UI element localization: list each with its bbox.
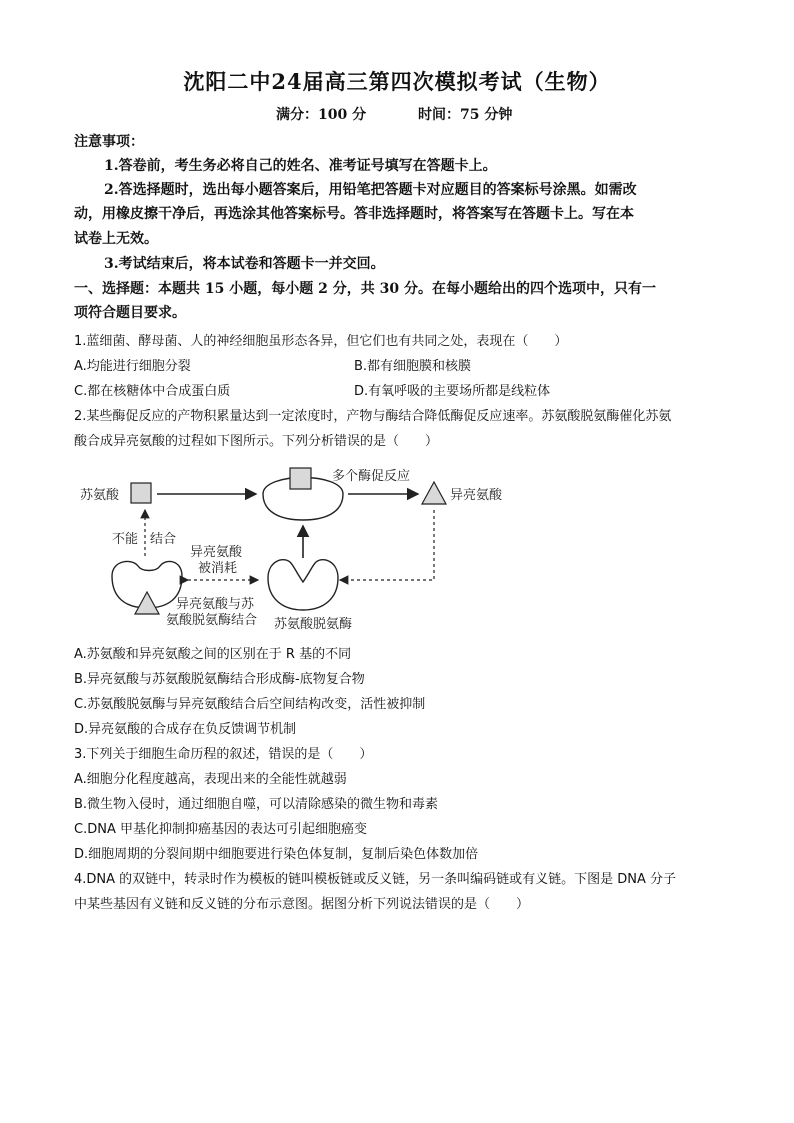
- cannot-label: 不能: [112, 532, 139, 547]
- time-label: 时间：75 分钟: [418, 107, 513, 123]
- section-heading-line-1: 一、选择题：本题共 15 小题，每小题 2 分，共 30 分。在每小题给出的四个选项中，只有一: [74, 281, 656, 297]
- complex-label-line-1: 异亮氨酸与苏: [176, 597, 255, 612]
- threonine-label: 苏氨酸: [80, 488, 120, 503]
- multi-enzyme-label: 多个酶促反应: [332, 469, 411, 484]
- question-2-stem-line-2: 酸合成异亮氨酸的过程如下图所示。下列分析错误的是（ ）: [74, 434, 439, 449]
- question-4-stem-line-1: 4.DNA 的双链中，转录时作为模板的链叫模板链或反义链，另一条叫编码链或有义链。下图是 DNA 分子: [74, 872, 677, 887]
- bound-isoleucine-triangle-icon: [135, 592, 159, 614]
- isoleucine-triangle-icon: [422, 482, 446, 504]
- threonine-square-icon: [131, 483, 151, 503]
- feedback-dotted-arrow: [340, 510, 434, 580]
- question-3-stem: 3.下列关于细胞生命历程的叙述，错误的是（ ）: [74, 747, 373, 762]
- notice-item-2-line-3: 试卷上无效。: [74, 231, 158, 247]
- question-2-option-d: D.异亮氨酸的合成存在负反馈调节机制: [74, 722, 297, 737]
- bound-threonine-square-icon: [290, 468, 311, 489]
- question-2-option-a: A.苏氨酸和异亮氨酸之间的区别在于 R 基的不同: [74, 647, 352, 662]
- score-label: 满分：100 分: [276, 107, 367, 123]
- question-4-stem-line-2: 中某些基因有义链和反义链的分布示意图。据图分析下列说法错误的是（ ）: [74, 897, 530, 912]
- question-3-option-d: D.细胞周期的分裂间期中细胞要进行染色体复制，复制后染色体数加倍: [74, 847, 479, 862]
- section-heading-line-2: 项符合题目要求。: [74, 305, 186, 321]
- notice-item-2-line-1: 2.答选择题时，选出每小题答案后，用铅笔把答题卡对应题目的答案标号涂黑。如需改: [104, 182, 637, 198]
- question-3-option-b: B.微生物入侵时，通过细胞自噬，可以清除感染的微生物和毒素: [74, 797, 439, 812]
- bind-label: 结合: [150, 532, 177, 547]
- question-1-stem: 1.蓝细菌、酵母菌、人的神经细胞虽形态各异，但它们也有共同之处，表现在（ ）: [74, 334, 568, 349]
- question-2-option-c: C.苏氨酸脱氨酶与异亮氨酸结合后空间结构改变，活性被抑制: [74, 697, 426, 712]
- notice-item-2-line-2: 动，用橡皮擦干净后，再选涂其他答案标号。答非选择题时，将答案写在答题卡上。写在本: [74, 206, 634, 222]
- question-3-option-c: C.DNA 甲基化抑制抑癌基因的表达可引起细胞癌变: [74, 822, 367, 837]
- question-1-option-b: B.都有细胞膜和核膜: [354, 359, 472, 374]
- feedback-inhibition-diagram: [70, 458, 530, 636]
- consumed-label-line-1: 异亮氨酸: [190, 545, 243, 560]
- notice-item-1: 1.答卷前，考生务必将自己的姓名、准考证号填写在答题卡上。: [104, 158, 497, 174]
- complex-label-line-2: 氨酸脱氨酶结合: [166, 613, 258, 628]
- question-3-option-a: A.细胞分化程度越高，表现出来的全能性就越弱: [74, 772, 347, 787]
- question-2-stem-line-1: 2.某些酶促反应的产物积累量达到一定浓度时，产物与酶结合降低酶促反应速率。苏氨酸脱氨酶催化苏氨: [74, 409, 672, 424]
- free-enzyme-icon: [268, 560, 338, 610]
- question-1-option-d: D.有氧呼吸的主要场所都是线粒体: [354, 384, 551, 399]
- consumed-label-line-2: 被消耗: [198, 561, 238, 576]
- enzyme-label: 苏氨酸脱氨酶: [274, 617, 353, 632]
- notice-heading: 注意事项：: [74, 134, 144, 150]
- isoleucine-label: 异亮氨酸: [450, 488, 503, 503]
- question-1-option-a: A.均能进行细胞分裂: [74, 359, 191, 374]
- question-1-option-c: C.都在核糖体中合成蛋白质: [74, 384, 231, 399]
- page-title: 沈阳二中24届高三第四次模拟考试（生物）: [183, 69, 611, 94]
- question-2-option-b: B.异亮氨酸与苏氨酸脱氨酶结合形成酶-底物复合物: [74, 672, 365, 687]
- notice-item-3: 3.考试结束后，将本试卷和答题卡一并交回。: [104, 256, 385, 272]
